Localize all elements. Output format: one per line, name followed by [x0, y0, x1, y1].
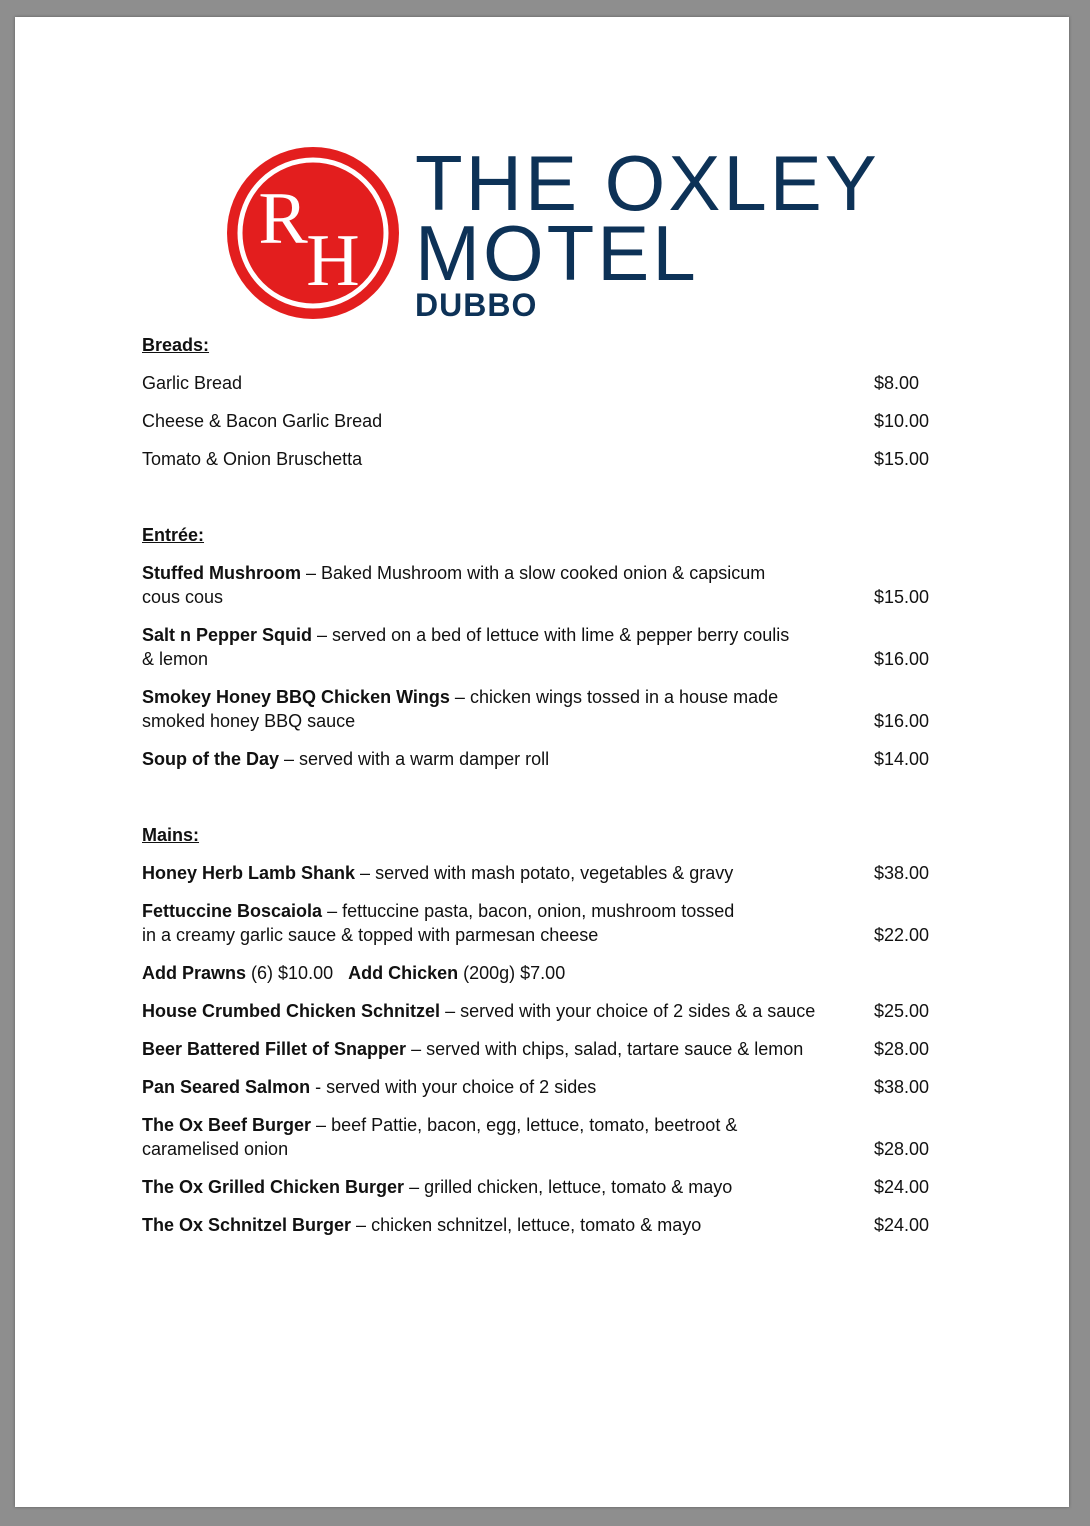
item-name: The Ox Schnitzel Burger [142, 1215, 352, 1235]
section-title-entree: Entrée: [142, 525, 205, 545]
menu-item [142, 1175, 962, 1199]
item-description: Fettuccine Boscaiola – fettuccine pasta, bacon, onion, mushroom tossed in a creamy garlic sauce & topped with parmesan cheese [142, 901, 735, 945]
item-name: Soup of the Day [142, 749, 280, 769]
section-title-breads: Breads: [142, 335, 210, 355]
item-price: $8.00 [874, 373, 920, 393]
menu-content [142, 333, 962, 1237]
section-title-mains: Mains: [142, 825, 200, 845]
menu-item [142, 447, 962, 471]
menu-item [142, 899, 962, 947]
brand-line-1: THE OXLEY [415, 139, 880, 227]
menu-page [15, 17, 1069, 1507]
item-name: The Ox Grilled Chicken Burger [142, 1177, 405, 1197]
svg-text:R: R [258, 178, 308, 260]
item-name: Pan Seared Salmon [142, 1077, 311, 1097]
item-price: $14.00 [874, 749, 930, 769]
item-description: The Ox Schnitzel Burger – chicken schnitzel, lettuce, tomato & mayo [142, 1215, 702, 1235]
item-description: Smokey Honey BBQ Chicken Wings – chicken wings tossed in a house made smoked honey BBQ sauce [142, 687, 779, 731]
item-description: Beer Battered Fillet of Snapper – served with chips, salad, tartare sauce & lemon [142, 1039, 804, 1059]
item-description: Soup of the Day – served with a warm damper roll [142, 749, 550, 769]
menu-item [142, 861, 962, 885]
item-name: Tomato & Onion Bruschetta [142, 449, 363, 469]
addon-prawns-name: Add Prawns [142, 963, 247, 983]
motel-logo [225, 139, 880, 352]
item-name: Honey Herb Lamb Shank [142, 863, 356, 883]
item-description: The Ox Beef Burger – beef Pattie, bacon, egg, lettuce, tomato, beetroot & caramelised onion [142, 1115, 738, 1159]
menu-item [142, 561, 962, 609]
menu-item [142, 1075, 962, 1099]
item-description: The Ox Grilled Chicken Burger – grilled chicken, lettuce, tomato & mayo [142, 1177, 733, 1197]
item-price: $25.00 [874, 1001, 930, 1021]
item-name: Garlic Bread [142, 373, 243, 393]
item-price: $16.00 [874, 711, 930, 731]
item-description: Pan Seared Salmon - served with your choice of 2 sides [142, 1077, 597, 1097]
item-price: $28.00 [874, 1139, 930, 1159]
item-price: $22.00 [874, 925, 930, 945]
item-name: Beer Battered Fillet of Snapper [142, 1039, 407, 1059]
addon-chicken-name: Add Chicken [348, 963, 459, 983]
item-price: $38.00 [874, 863, 930, 883]
brand-line-3: DUBBO [415, 287, 538, 323]
item-price: $15.00 [874, 587, 930, 607]
menu-item [142, 685, 962, 733]
menu-item [142, 1037, 962, 1061]
item-price: $16.00 [874, 649, 930, 669]
rh-monogram-logo [225, 145, 401, 321]
item-price: $10.00 [874, 411, 930, 431]
item-price: $38.00 [874, 1077, 930, 1097]
svg-text:H: H [306, 220, 360, 302]
menu-item [142, 747, 962, 771]
menu-item [142, 409, 962, 433]
item-name: Cheese & Bacon Garlic Bread [142, 411, 383, 431]
addons-text: Add Prawns (6) $10.00 Add Chicken (200g) $7.00 [142, 963, 566, 983]
menu-item [142, 1113, 962, 1161]
item-price: $15.00 [874, 449, 930, 469]
item-price: $24.00 [874, 1177, 930, 1197]
item-name: Smokey Honey BBQ Chicken Wings [142, 687, 450, 707]
item-description: Salt n Pepper Squid – served on a bed of lettuce with lime & pepper berry coulis & lemon [142, 625, 790, 669]
brand-line-2: MOTEL [415, 209, 699, 297]
item-name: The Ox Beef Burger [142, 1115, 312, 1135]
item-name: Stuffed Mushroom [142, 563, 301, 583]
item-description: Honey Herb Lamb Shank – served with mash potato, vegetables & gravy [142, 863, 734, 883]
item-description: Stuffed Mushroom – Baked Mushroom with a slow cooked onion & capsicum cous cous [142, 563, 766, 607]
addons-row [142, 961, 962, 985]
menu-item [142, 371, 962, 395]
menu-item [142, 1213, 962, 1237]
item-description: House Crumbed Chicken Schnitzel – served with your choice of 2 sides & a sauce [142, 1001, 816, 1021]
item-name: Salt n Pepper Squid [142, 625, 313, 645]
item-price: $28.00 [874, 1039, 930, 1059]
item-price: $24.00 [874, 1215, 930, 1235]
item-name: Fettuccine Boscaiola [142, 901, 323, 921]
menu-item [142, 623, 962, 671]
menu-item [142, 999, 962, 1023]
item-name: House Crumbed Chicken Schnitzel [142, 1001, 441, 1021]
